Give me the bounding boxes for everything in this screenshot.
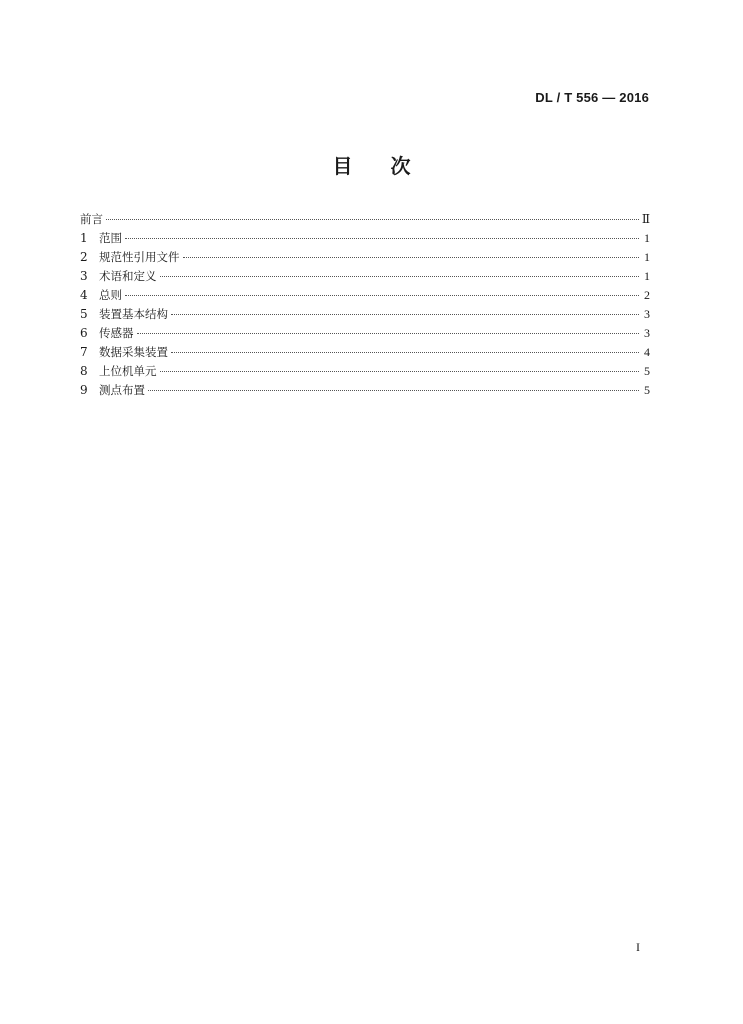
toc-entry-number: 9 <box>80 383 88 397</box>
toc-dot-leader <box>137 333 640 334</box>
toc-entry-page: 4 <box>644 345 650 359</box>
toc-entry-label: 总则 <box>99 288 122 302</box>
page-number: I <box>636 940 640 954</box>
toc-entry-page: 5 <box>644 383 650 397</box>
toc-entry-measuring-points[interactable] <box>80 381 650 400</box>
toc-entry-number: 7 <box>80 345 88 359</box>
toc-entry-page: 3 <box>644 326 650 340</box>
toc-dot-leader <box>171 352 639 353</box>
toc-entry-page: 3 <box>644 307 650 321</box>
toc-dot-leader <box>106 219 639 220</box>
toc-entry-page: 1 <box>644 231 650 245</box>
toc-entry-host-unit[interactable] <box>80 362 650 381</box>
toc-entry-device-structure[interactable] <box>80 305 650 324</box>
toc-entry-number: 2 <box>80 250 88 264</box>
toc-entry-page: 1 <box>644 250 650 264</box>
toc-entry-sensors[interactable] <box>80 324 650 343</box>
toc-entry-data-acquisition[interactable] <box>80 343 650 362</box>
toc-entry-label: 数据采集装置 <box>99 345 168 359</box>
toc-dot-leader <box>125 295 639 296</box>
toc-entry-preface[interactable] <box>80 210 650 229</box>
toc-entry-number: 6 <box>80 326 88 340</box>
toc-entry-label: 前言 <box>80 212 103 226</box>
toc-entry-page: 2 <box>644 288 650 302</box>
toc-entry-label: 规范性引用文件 <box>99 250 180 264</box>
toc-dot-leader <box>171 314 639 315</box>
toc-entry-terms-definitions[interactable] <box>80 267 650 286</box>
toc-entry-number: 3 <box>80 269 88 283</box>
toc-dot-leader <box>183 257 640 258</box>
toc-dot-leader <box>148 390 639 391</box>
table-of-contents <box>80 210 650 400</box>
toc-entry-number: 5 <box>80 307 88 321</box>
toc-entry-scope[interactable] <box>80 229 650 248</box>
standard-code: DL / T 556 — 2016 <box>535 90 649 105</box>
toc-entry-page: 5 <box>644 364 650 378</box>
toc-dot-leader <box>160 371 640 372</box>
toc-entry-page: Ⅱ <box>641 212 650 226</box>
toc-entry-label: 范围 <box>99 231 122 245</box>
toc-entry-label: 测点布置 <box>99 383 145 397</box>
toc-entry-normative-references[interactable] <box>80 248 650 267</box>
toc-entry-label: 装置基本结构 <box>99 307 168 321</box>
page-title: 目次 <box>332 154 449 178</box>
toc-entry-number: 8 <box>80 364 88 378</box>
toc-entry-label: 传感器 <box>99 326 134 340</box>
toc-dot-leader <box>125 238 639 239</box>
toc-entry-general[interactable] <box>80 286 650 305</box>
toc-entry-page: 1 <box>644 269 650 283</box>
toc-entry-label: 术语和定义 <box>99 269 157 283</box>
toc-entry-label: 上位机单元 <box>99 364 157 378</box>
toc-dot-leader <box>160 276 640 277</box>
toc-entry-number: 4 <box>80 288 88 302</box>
toc-entry-number: 1 <box>80 231 88 245</box>
